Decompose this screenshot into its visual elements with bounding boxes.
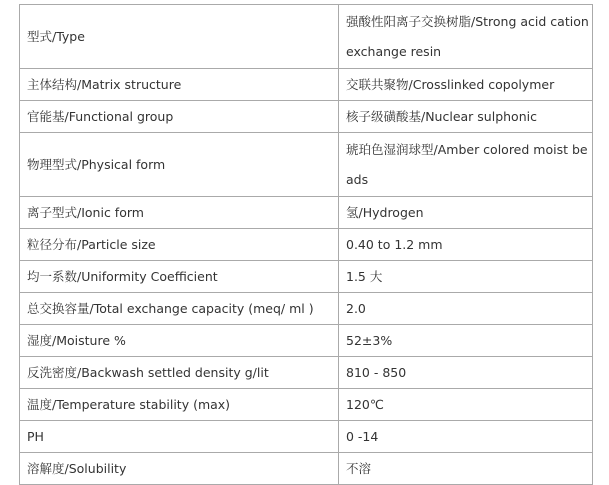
property-label: 离子型式/Ionic form xyxy=(20,197,339,229)
property-value: 交联共聚物/Crosslinked copolymer xyxy=(339,69,593,101)
property-label: 物理型式/Physical form xyxy=(20,133,339,197)
table-row xyxy=(20,325,593,357)
table-row xyxy=(20,453,593,485)
table-row xyxy=(20,357,593,389)
property-label: 型式/Type xyxy=(20,5,339,69)
property-label: 总交换容量/Total exchange capacity (meq/ ml ) xyxy=(20,293,339,325)
property-value: 2.0 xyxy=(339,293,593,325)
property-value: 0 -14 xyxy=(339,421,593,453)
property-value: 不溶 xyxy=(339,453,593,485)
property-label: PH xyxy=(20,421,339,453)
property-value: 810 - 850 xyxy=(339,357,593,389)
property-value: 核子级磺酸基/Nuclear sulphonic xyxy=(339,101,593,133)
table-row xyxy=(20,197,593,229)
table-row xyxy=(20,421,593,453)
property-value: 琥珀色湿润球型/Amber colored moist beads xyxy=(339,133,593,197)
table-row xyxy=(20,133,593,197)
table-row xyxy=(20,5,593,69)
spec-table-container xyxy=(19,4,591,485)
property-label: 反洗密度/Backwash settled density g/lit xyxy=(20,357,339,389)
property-label: 溶解度/Solubility xyxy=(20,453,339,485)
property-label: 官能基/Functional group xyxy=(20,101,339,133)
property-label: 粒径分布/Particle size xyxy=(20,229,339,261)
spec-table-body xyxy=(20,5,593,485)
property-value: 氢/Hydrogen xyxy=(339,197,593,229)
table-row xyxy=(20,293,593,325)
table-row xyxy=(20,261,593,293)
property-value: 120℃ xyxy=(339,389,593,421)
table-row xyxy=(20,389,593,421)
table-row xyxy=(20,69,593,101)
property-value: 强酸性阳离子交换树脂/Strong acid cation exchange resin xyxy=(339,5,593,69)
property-value: 1.5 大 xyxy=(339,261,593,293)
property-label: 温度/Temperature stability (max) xyxy=(20,389,339,421)
property-label: 均一系数/Uniformity Coefficient xyxy=(20,261,339,293)
property-label: 湿度/Moisture % xyxy=(20,325,339,357)
table-row xyxy=(20,101,593,133)
table-row xyxy=(20,229,593,261)
property-value: 0.40 to 1.2 mm xyxy=(339,229,593,261)
property-label: 主体结构/Matrix structure xyxy=(20,69,339,101)
property-value: 52±3% xyxy=(339,325,593,357)
spec-table xyxy=(19,4,593,485)
